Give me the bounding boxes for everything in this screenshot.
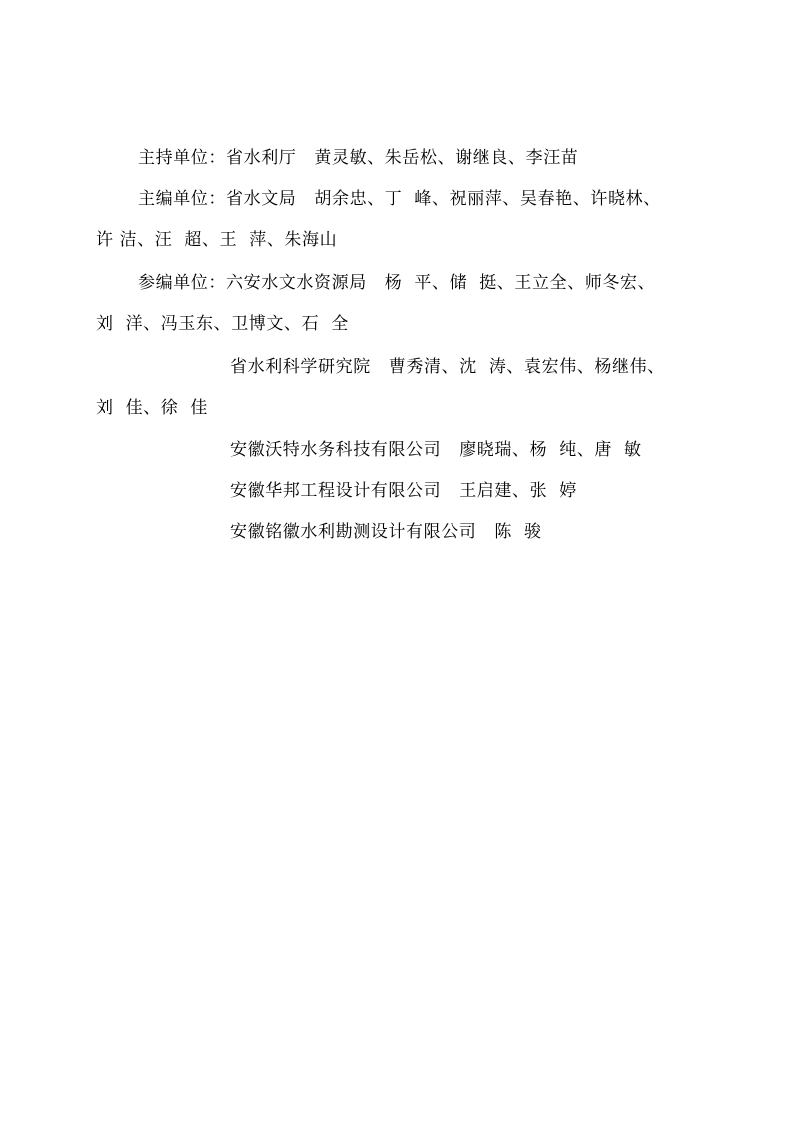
host-unit-line: 主持单位：省水利厅 黄灵敏、朱岳松、谢继良、李汪苗 xyxy=(138,148,579,168)
contributing-unit-line: 参编单位：六安水文水资源局 杨 平、储 挺、王立全、师冬宏、 xyxy=(138,273,656,293)
minghui-company-line: 安徽铭徽水利勘测设计有限公司 陈 骏 xyxy=(230,522,542,542)
chief-editor-continuation-line: 许 洁、汪 超、王 萍、朱海山 xyxy=(96,230,338,250)
chief-editor-unit-line: 主编单位：省水文局 胡余忠、丁 峰、祝丽萍、吴春艳、许晓林、 xyxy=(138,189,661,209)
contributing-unit-continuation-line: 刘 洋、冯玉东、卫博文、石 全 xyxy=(96,314,349,334)
water-tech-company-line: 安徽沃特水务科技有限公司 廖晓瑞、杨 纯、唐 敏 xyxy=(230,440,642,460)
research-institute-continuation-line: 刘 佳、徐 佳 xyxy=(96,398,209,418)
huabang-company-line: 安徽华邦工程设计有限公司 王启建、张 婷 xyxy=(230,481,577,501)
research-institute-line: 省水利科学研究院 曹秀清、沈 涛、袁宏伟、杨继伟、 xyxy=(230,357,665,377)
